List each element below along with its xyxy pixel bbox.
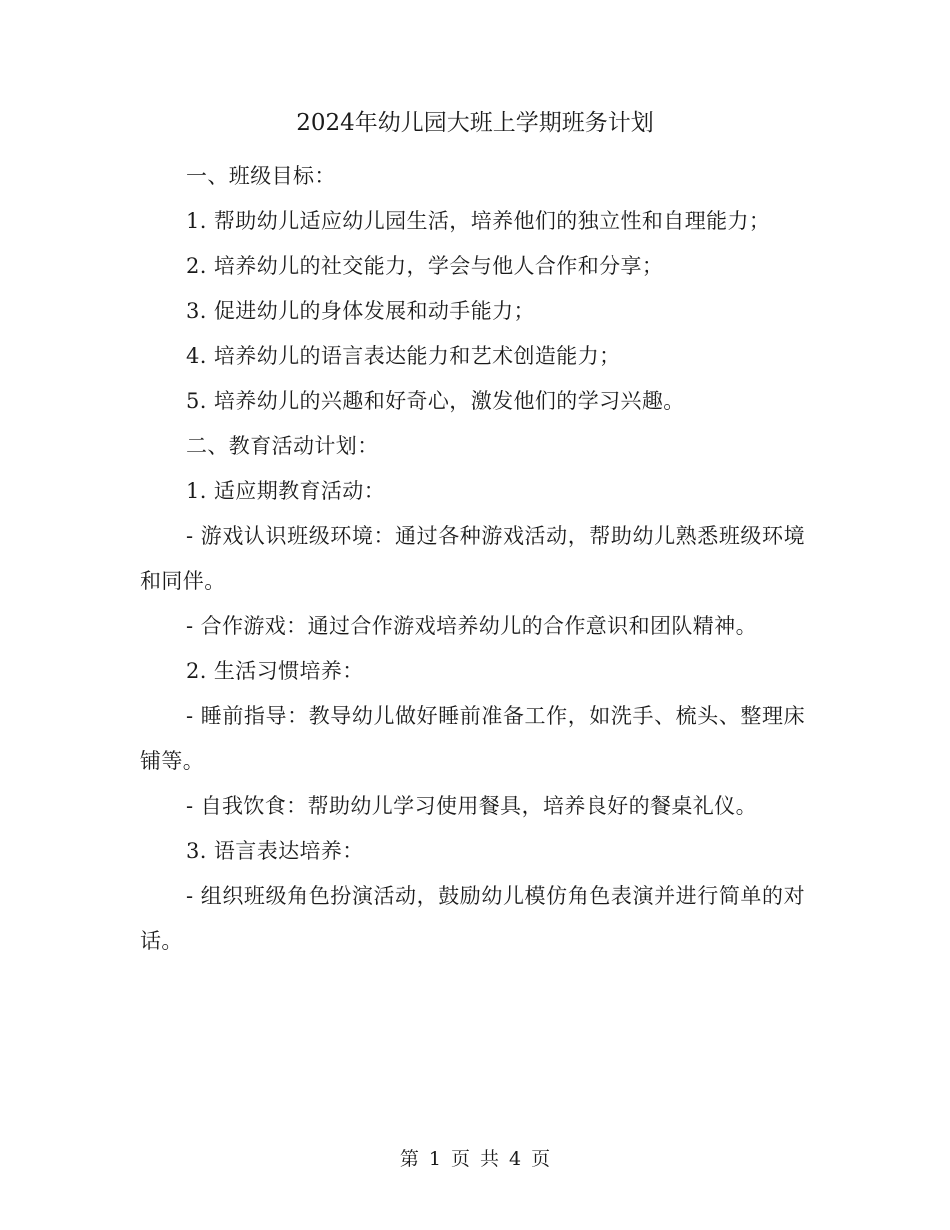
footer-label-unit: 页: [450, 1148, 470, 1170]
goal-item: 5. 培养幼儿的兴趣和好奇心，激发他们的学习兴趣。: [186, 389, 685, 413]
footer-label-unit-end: 页: [531, 1148, 551, 1170]
activity-item: - 组织班级角色扮演活动，鼓励幼儿模仿角色表演并进行简单的对话。: [140, 884, 805, 953]
subsection-heading: 3. 语言表达培养：: [186, 839, 364, 863]
document-title: 2024年幼儿园大班上学期班务计划: [296, 110, 654, 136]
footer-label-total: 共: [480, 1148, 500, 1170]
goal-item: 2. 培养幼儿的社交能力，学会与他人合作和分享；: [186, 254, 664, 278]
section-heading-class-goals: 一、班级目标：: [186, 164, 336, 188]
page-footer: [0, 1146, 950, 1172]
activity-item: - 睡前指导：教导幼儿做好睡前准备工作，如洗手、梳头、整理床铺等。: [140, 704, 805, 773]
footer-total-pages: 4: [509, 1148, 522, 1170]
goal-item: 1. 帮助幼儿适应幼儿园生活，培养他们的独立性和自理能力；: [186, 209, 771, 233]
activity-item: - 合作游戏：通过合作游戏培养幼儿的合作意识和团队精神。: [186, 614, 757, 638]
document-body: [140, 154, 805, 964]
footer-label-page: 第: [399, 1148, 419, 1170]
activity-item: - 游戏认识班级环境：通过各种游戏活动，帮助幼儿熟悉班级环境和同伴。: [140, 524, 805, 593]
footer-current-page: 1: [428, 1148, 441, 1170]
section-heading-activity-plan: 二、教育活动计划：: [186, 434, 379, 458]
subsection-heading: 2. 生活习惯培养：: [186, 659, 364, 683]
goal-item: 3. 促进幼儿的身体发展和动手能力；: [186, 299, 535, 323]
activity-item: - 自我饮食：帮助幼儿学习使用餐具，培养良好的餐桌礼仪。: [186, 794, 757, 818]
subsection-heading: 1. 适应期教育活动：: [186, 479, 386, 503]
goal-item: 4. 培养幼儿的语言表达能力和艺术创造能力；: [186, 344, 621, 368]
